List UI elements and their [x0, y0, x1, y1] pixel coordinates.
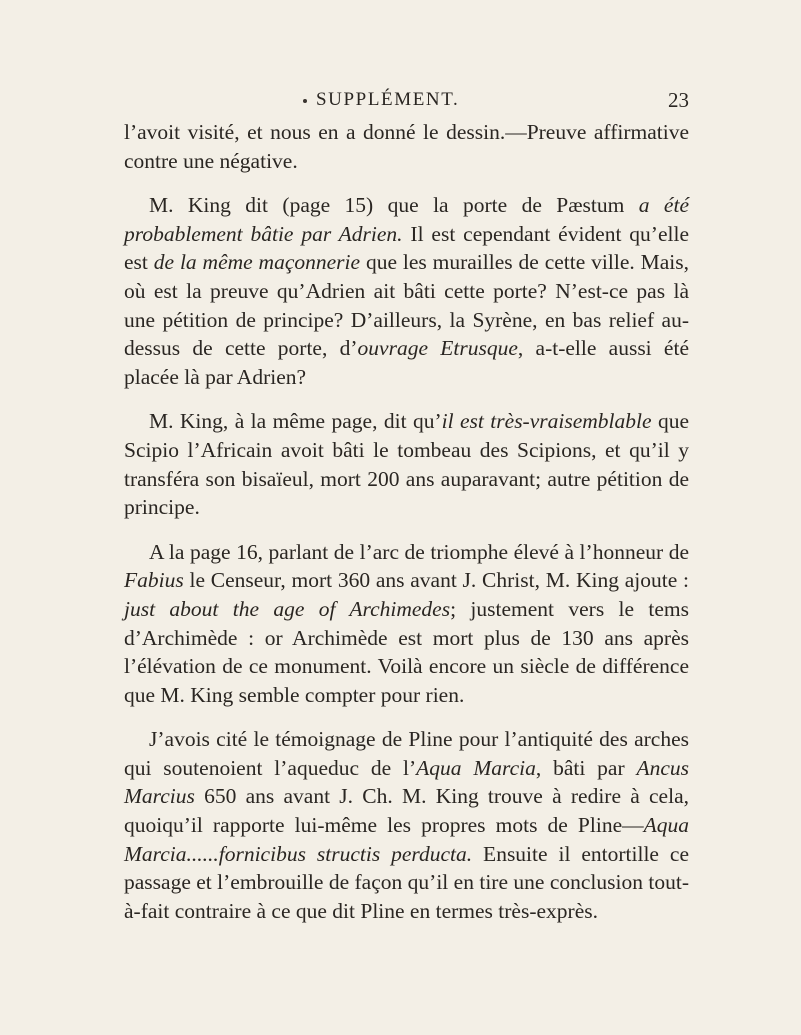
- italic-run: ouvrage Etrusque: [357, 336, 518, 361]
- italic-run: just about the age of Archimedes: [124, 596, 451, 621]
- text-run: l’avoit visité, et nous en a donné le dessin.—Preuve affirmative contre une négative.: [124, 120, 689, 173]
- body-text: [124, 118, 689, 941]
- paragraph: [124, 407, 689, 521]
- text-run: , a-t-elle aussi été placée là par Adrien?: [124, 336, 689, 389]
- italic-run: de la même maçonnerie: [153, 250, 361, 275]
- text-run: le Censeur, mort 360 ans avant J. Christ, M. King ajoute :: [183, 568, 689, 593]
- paragraph: [124, 538, 689, 710]
- italic-run: Aqua Marcia......fornicibus structis perducta.: [124, 813, 689, 866]
- text-run: Ensuite il entortille ce passage et l’embrouille de façon qu’il en tire une conclusion tout-à-fait contraire à ce que dit Pline en termes très-exprès.: [124, 841, 689, 923]
- text-run: , bâti par: [535, 755, 637, 780]
- paragraph: [124, 191, 689, 391]
- paragraph: [124, 118, 689, 175]
- text-run: M. King, à la même page, dit qu’: [149, 409, 442, 434]
- text-run: M. King dit (page 15) que la porte de Pæstum: [149, 193, 639, 218]
- italic-run: Fabius: [124, 568, 184, 593]
- italic-run: a été probablement bâtie par Adrien.: [124, 193, 689, 246]
- italic-run: Ancus Marcius: [124, 755, 689, 809]
- running-head: [0, 88, 801, 114]
- text-run: J’avois cité le témoignage de Pline pour l’antiquité des arches qui soutenoient l’aqueduc de l’: [124, 727, 689, 780]
- text-run: que Scipio l’Africain avoit bâti le tombeau des Scipions, et qu’il y transféra son bisaïeul, mort 200 ans auparavant; autre pétition de principe.: [124, 409, 689, 520]
- italic-run: il est très-vraisemblable: [441, 409, 652, 434]
- page-number: 23: [668, 88, 689, 112]
- ornament-dot: [303, 99, 307, 103]
- text-run: 650 ans avant J. Ch. M. King trouve à redire à cela, quoiqu’il rapporte lui-même les propres mots de Pline—: [124, 784, 689, 838]
- running-head-title: SUPPLÉMENT.: [316, 89, 460, 110]
- text-run: ; justement vers le tems d’Archimède : or Archimède est mort plus de 130 ans après l’élévation de ce monument. Voilà encore un siècle de différence que M. King semble compter pour rien.: [124, 596, 689, 707]
- italic-run: Aqua Marcia: [416, 755, 536, 780]
- text-run: A la page 16, parlant de l’arc de triomphe élevé à l’honneur de: [149, 539, 689, 564]
- paragraph: [124, 725, 689, 925]
- text-run: Il est cependant évident qu’elle est: [124, 221, 689, 275]
- text-run: que les murailles de cette ville. Mais, où est la preuve qu’Adrien ait bâti cette porte? N’est-ce pas là une pétition de principe? D’ailleurs, la Syrène, en bas relief au-dessus de cette porte, d’: [124, 250, 689, 361]
